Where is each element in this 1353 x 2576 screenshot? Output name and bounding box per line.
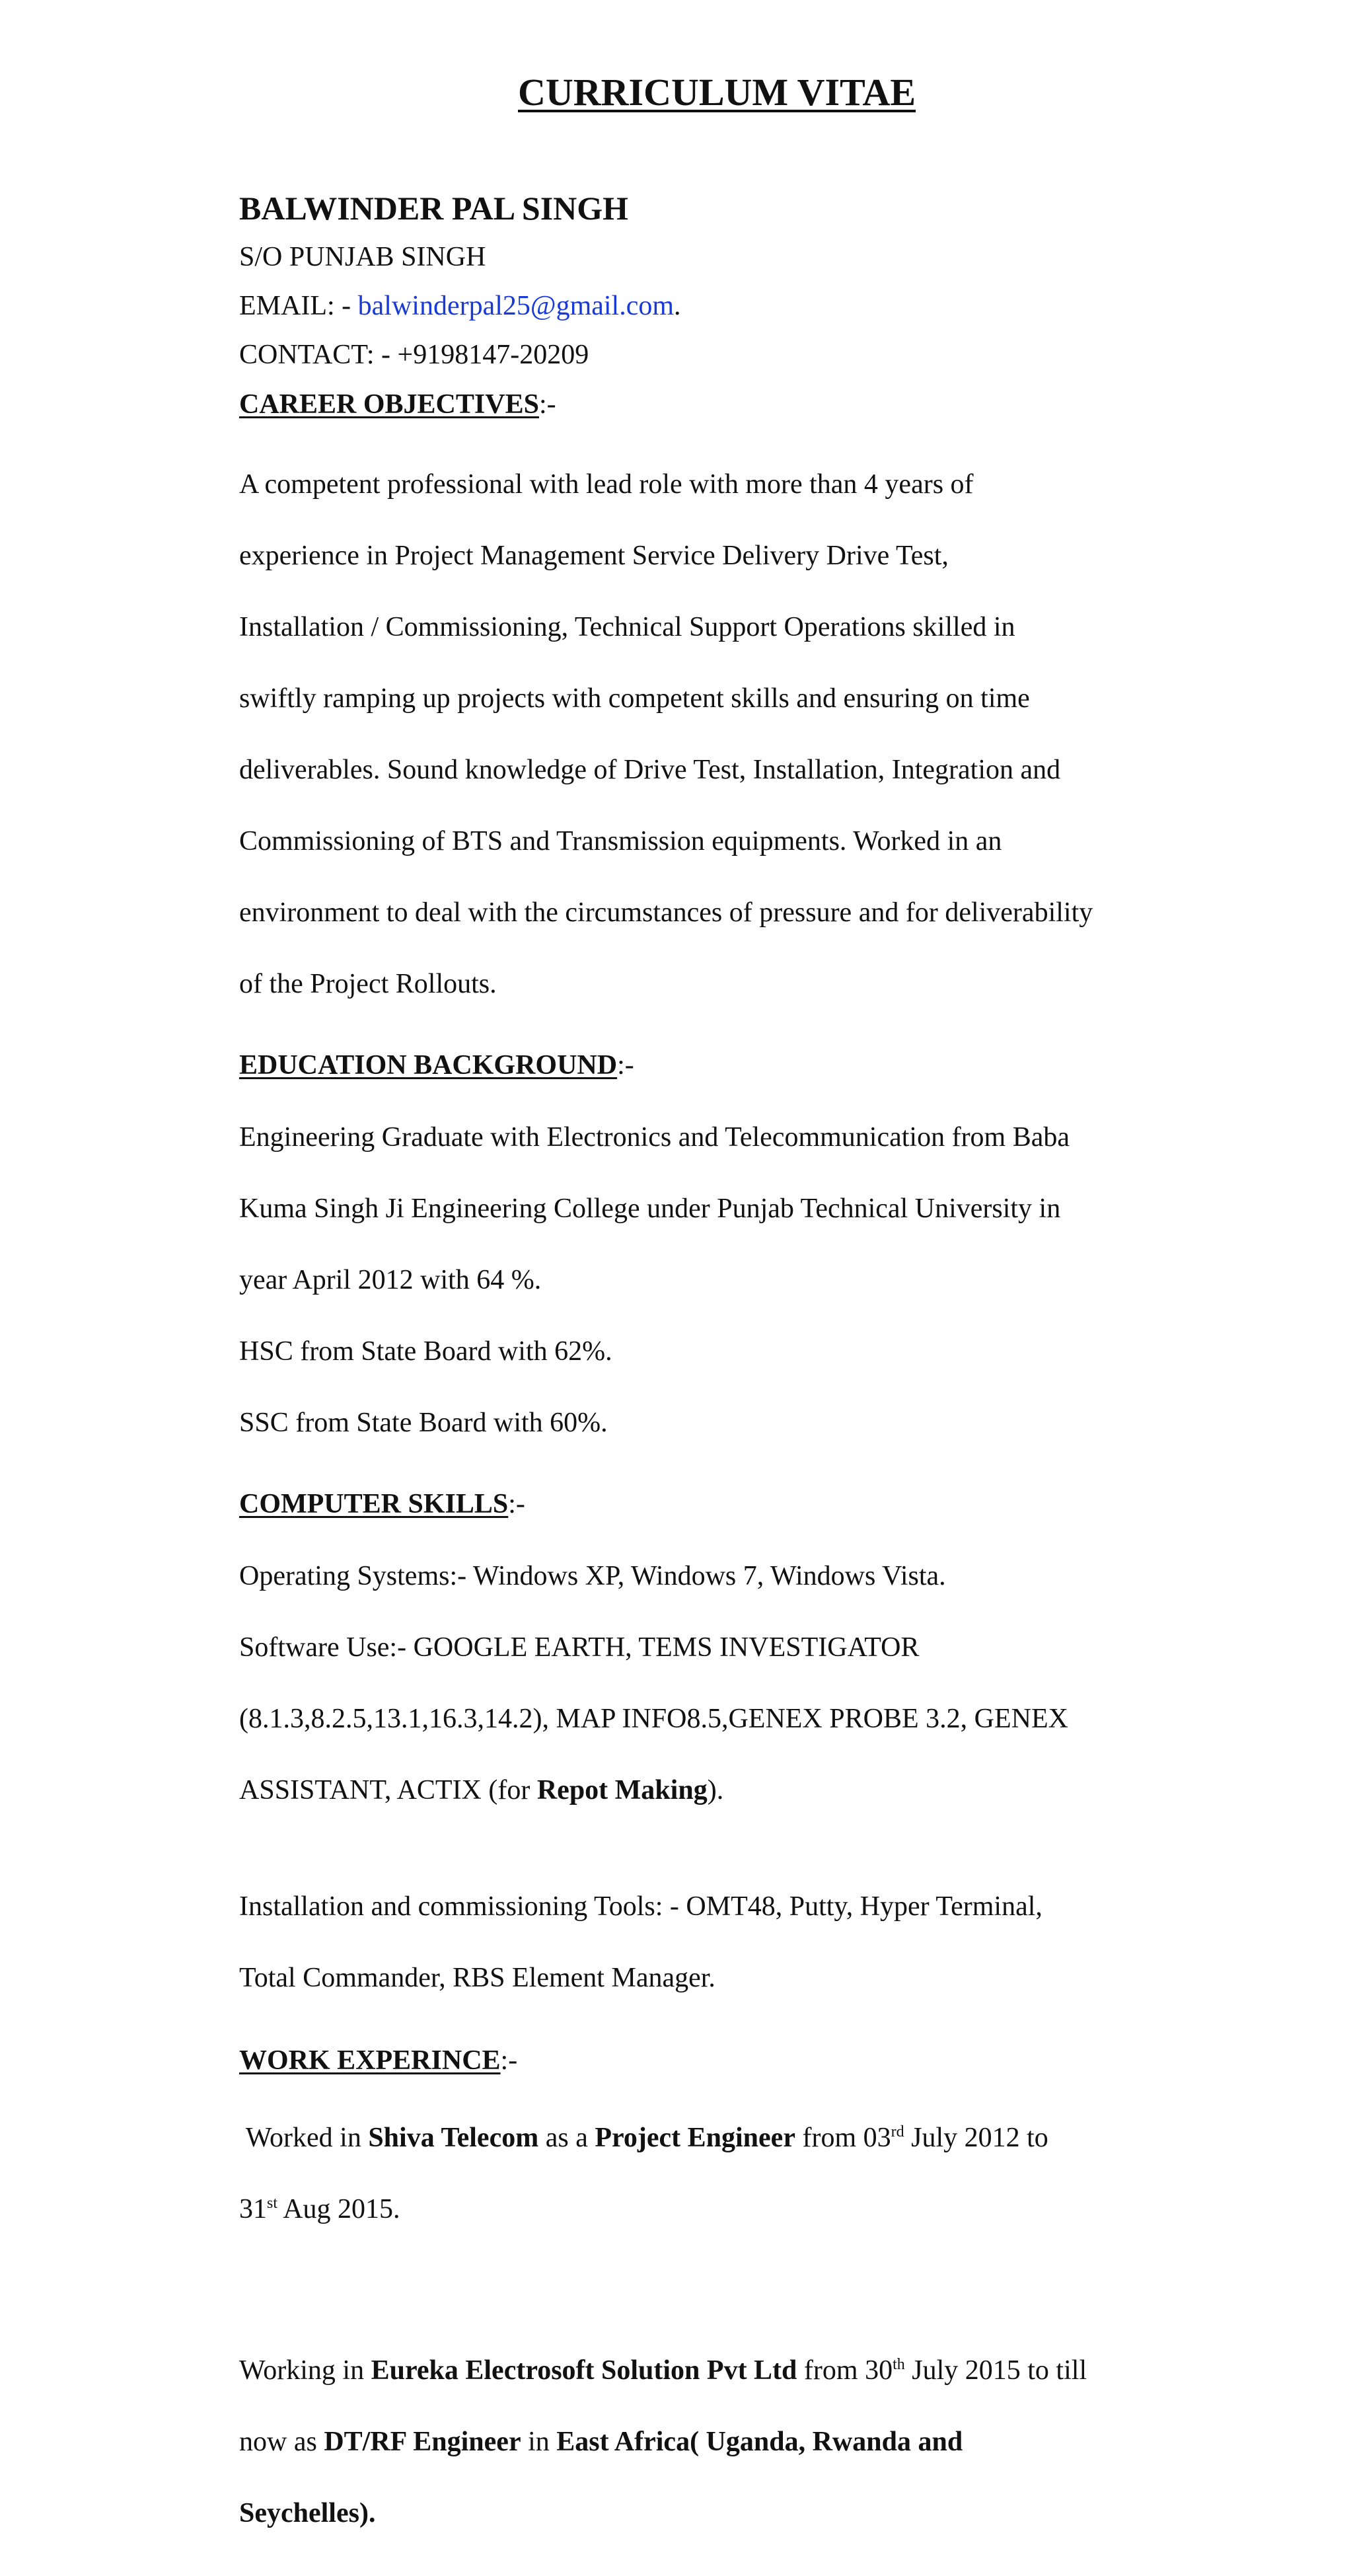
software-line-bold: Repot Making — [536, 1775, 708, 1805]
job-date-suffix: th — [893, 2356, 905, 2373]
job-entry-shiva-telecom — [239, 2084, 1204, 2263]
education-heading-label: EDUCATION BACKGROUND — [239, 1050, 618, 1080]
job-text: from 30 — [797, 2355, 893, 2386]
job-text: July 2012 to — [904, 2123, 1048, 2153]
email-link[interactable]: balwinderpal25@gmail.com — [357, 291, 675, 321]
job-line — [239, 2495, 1204, 2531]
email-label: EMAIL: - — [239, 291, 358, 321]
job-location: Seychelles). — [239, 2498, 376, 2528]
career-heading-suffix: :- — [538, 389, 556, 420]
job-entry-eureka — [239, 2317, 1204, 2567]
contact-line — [239, 337, 1204, 373]
job-text: Aug 2015. — [277, 2194, 400, 2224]
computer-skills-heading — [239, 1486, 1204, 1523]
career-line: Commissioning of BTS and Transmission equipments. Worked in an — [239, 826, 1002, 856]
education-line: HSC from State Board with 62%. — [239, 1336, 612, 1367]
education-heading-suffix: :- — [617, 1050, 634, 1080]
document-title: CURRICULUM VITAE — [517, 71, 916, 114]
job-line — [239, 2353, 1204, 2388]
software-line — [239, 1772, 1204, 1808]
job-text: as a — [538, 2123, 595, 2153]
job-line — [239, 2120, 1204, 2156]
job-text: from 03 — [795, 2123, 891, 2153]
job-line — [239, 2191, 1204, 2227]
os-line: Operating Systems:- Windows XP, Windows 7, Windows Vista. — [239, 1561, 946, 1591]
career-line: A competent professional with lead role with more than 4 years of — [239, 469, 974, 500]
education-line: Kuma Singh Ji Engineering College under Punjab Technical University in — [239, 1193, 1061, 1224]
software-line-text: ASSISTANT, ACTIX (for — [239, 1775, 537, 1805]
career-line: Installation / Commissioning, Technical Support Operations skilled in — [239, 612, 1015, 642]
job-role: DT/RF Engineer — [324, 2427, 521, 2457]
job-date-suffix: rd — [891, 2123, 904, 2140]
cv-content — [239, 185, 1204, 2576]
computer-heading-suffix: :- — [508, 1489, 525, 1519]
career-line: of the Project Rollouts. — [239, 969, 497, 999]
computer-skills-tools — [239, 1853, 1204, 2031]
tools-line: Installation and commissioning Tools: - OMT48, Putty, Hyper Terminal, — [239, 1891, 1042, 1922]
job-text: Worked in — [239, 2123, 369, 2153]
software-line: (8.1.3,8.2.5,13.1,16.3,14.2), MAP INFO8.5,GENEX PROBE 3.2, GENEX — [239, 1704, 1068, 1734]
candidate-name: BALWINDER PAL SINGH — [239, 190, 629, 227]
work-heading-suffix: :- — [500, 2045, 518, 2076]
job-text: July 2015 to till — [904, 2355, 1087, 2386]
career-objectives-text — [239, 431, 1204, 1038]
job-text: Working in — [239, 2355, 371, 2386]
tools-line: Total Commander, RBS Element Manager. — [239, 1963, 715, 1993]
job-role: Project Engineer — [595, 2123, 795, 2153]
parent-line: S/O PUNJAB SINGH — [239, 242, 486, 272]
computer-heading-label: COMPUTER SKILLS — [239, 1489, 509, 1519]
contact-value: +9198147-20209 — [397, 340, 589, 370]
software-line-end: ). — [707, 1775, 724, 1805]
education-line: Engineering Graduate with Electronics and Telecommunication from Baba — [239, 1122, 1070, 1153]
career-line: deliverables. Sound knowledge of Drive Test, Installation, Integration and — [239, 755, 1061, 785]
job-date-suffix: st — [267, 2195, 278, 2212]
contact-label: CONTACT: - — [239, 340, 398, 370]
work-experience-heading — [239, 2042, 1204, 2079]
career-line: swiftly ramping up projects with competent skills and ensuring on time — [239, 683, 1030, 714]
education-line: year April 2012 with 64 %. — [239, 1265, 542, 1295]
work-heading-label: WORK EXPERINCE — [239, 2045, 501, 2076]
computer-skills-software — [239, 1523, 1204, 1844]
education-text — [239, 1084, 1204, 1476]
job-text: in — [521, 2427, 557, 2457]
job-text: now as — [239, 2427, 324, 2457]
email-suffix: . — [674, 291, 681, 321]
job-location: East Africa( Uganda, Rwanda and — [556, 2427, 963, 2457]
job-company: Shiva Telecom — [368, 2123, 539, 2153]
spacer — [239, 2273, 1204, 2317]
education-line: SSC from State Board with 60%. — [239, 1408, 608, 1438]
career-objectives-heading — [239, 386, 1204, 423]
software-line: Software Use:- GOOGLE EARTH, TEMS INVESTIGATOR — [239, 1632, 920, 1663]
job-company: Eureka Electrosoft Solution Pvt Ltd — [371, 2355, 797, 2386]
career-line: environment to deal with the circumstances of pressure and for deliverability — [239, 897, 1093, 928]
career-line: experience in Project Management Service Delivery Drive Test, — [239, 541, 949, 571]
education-heading — [239, 1047, 1204, 1084]
job-text: 31 — [239, 2194, 267, 2224]
email-line — [239, 288, 1204, 324]
job-line — [239, 2424, 1204, 2460]
career-heading-label: CAREER OBJECTIVES — [239, 389, 539, 420]
